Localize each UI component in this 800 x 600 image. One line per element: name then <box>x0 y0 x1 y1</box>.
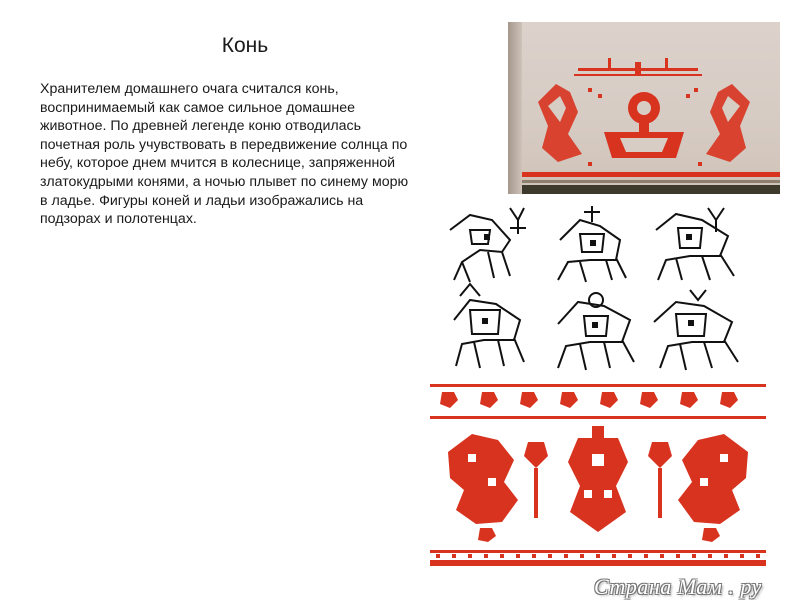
cross-stitch-horse-pattern <box>428 382 768 570</box>
embroidered-towel-photo <box>508 22 780 194</box>
slide-title: Конь <box>221 34 269 57</box>
slide-body-text: Хранителем домашнего очага считался конь, воспринимаемый как самое сильное домашнее животное. По древней легенде коню отводилась почетная роль учувствовать в передвижение солнца по небу, которое днем мчится в колеснице, запряженной златокудрыми конями, а ночью плывет по синему морю в ладье. Фигуры коней и ладьи изображались на подзорах и полотенцах. <box>40 81 409 228</box>
cross-stitch-motif <box>428 382 768 570</box>
towel-embroidery-motif <box>508 22 780 194</box>
horse-rider-figures <box>440 200 750 378</box>
photo-fabric-edge <box>508 22 522 194</box>
site-watermark: Страна Мам . ру <box>594 574 762 599</box>
horse-rider-drawings <box>440 200 750 378</box>
